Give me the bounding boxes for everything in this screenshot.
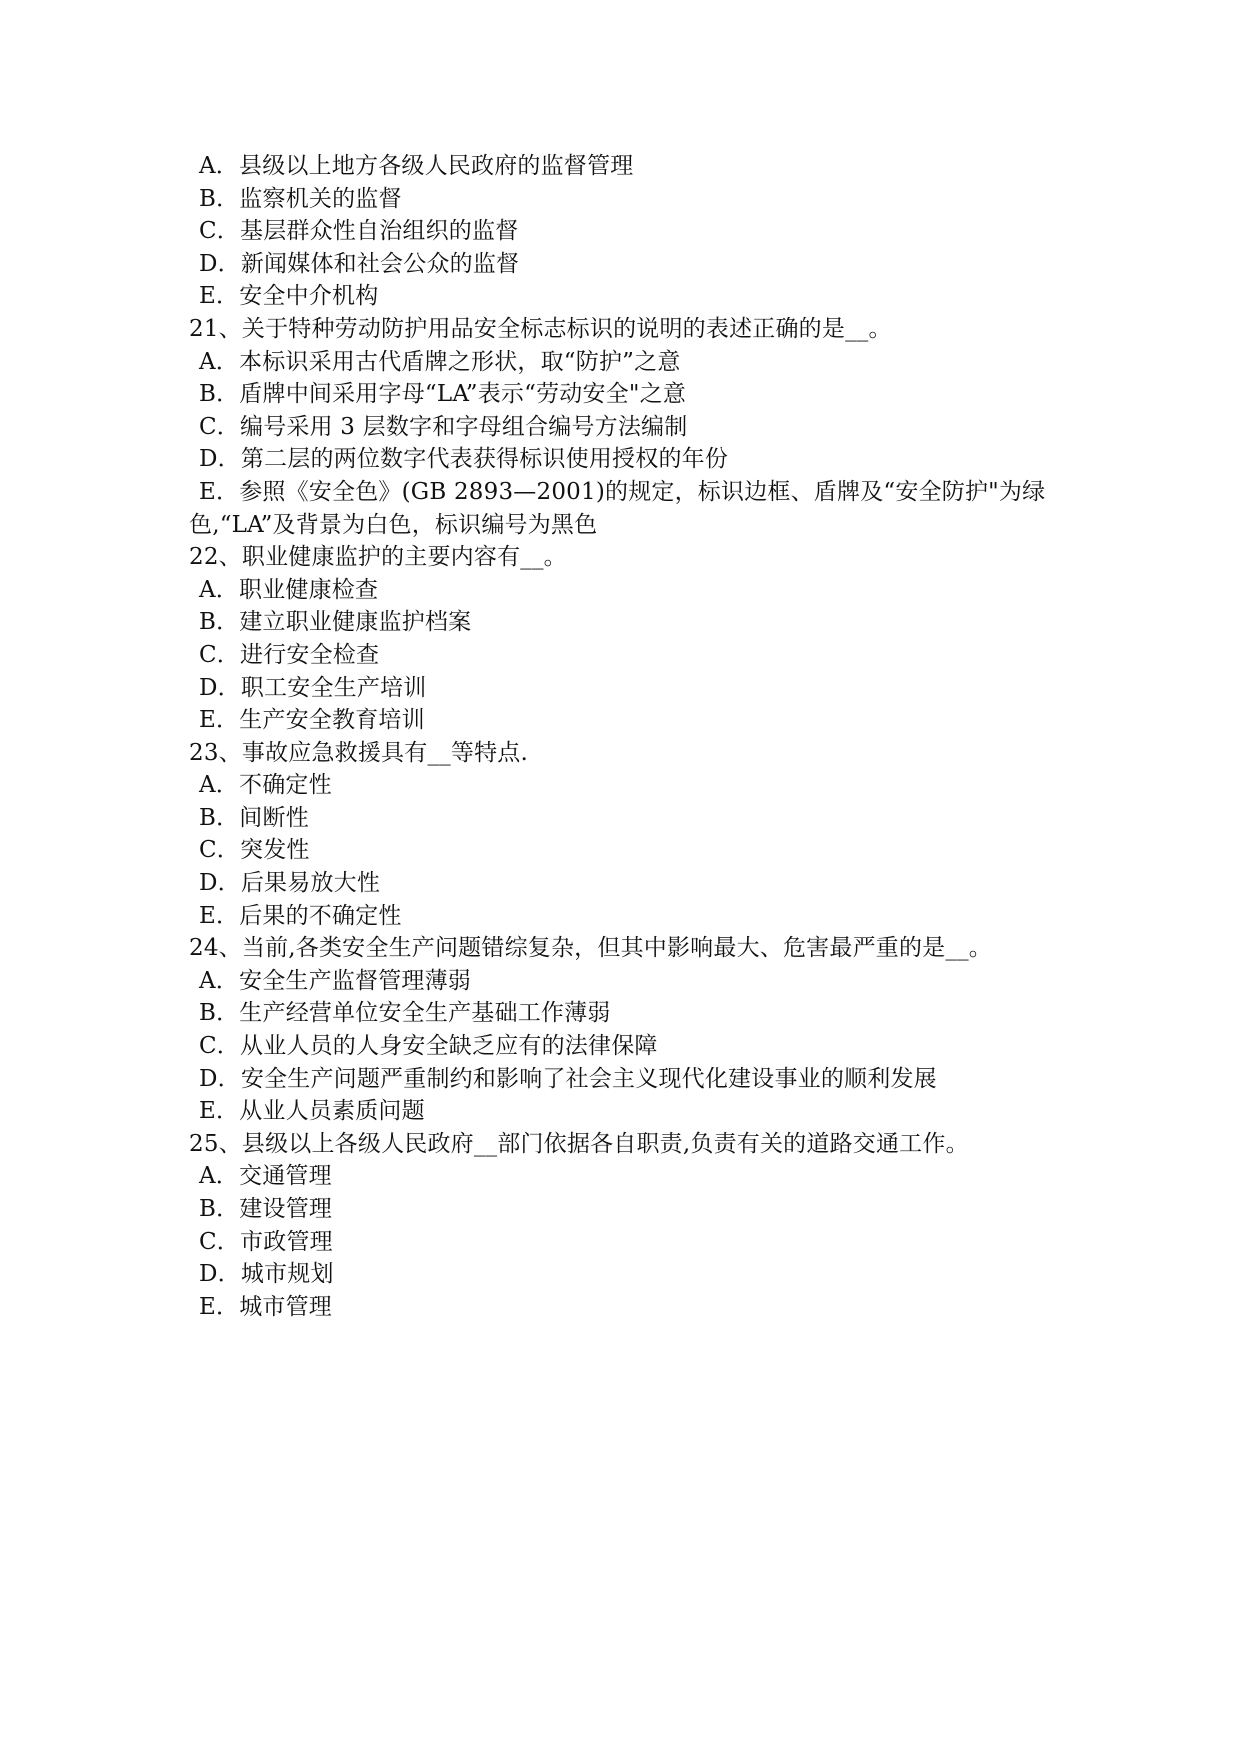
option-e: E．从业人员素质问题 [199, 1098, 425, 1125]
option-a: A．职业健康检查 [199, 576, 379, 603]
question-block-23 [189, 737, 1069, 933]
option-e: E．生产安全教育培训 [199, 707, 425, 734]
option-d: D．后果易放大性 [199, 870, 381, 897]
option-e: E．安全中介机构 [199, 283, 379, 310]
option-d: D．职工安全生产培训 [199, 674, 427, 701]
question-stem: 25、县级以上各级人民政府__部门依据各自职责,负责有关的道路交通工作。 [189, 1130, 969, 1157]
option-c: C．从业人员的人身安全缺乏应有的法律保障 [199, 1033, 658, 1060]
option-a: A．本标识采用古代盾牌之形状，取“防护”之意 [199, 348, 681, 375]
option-e: E．后果的不确定性 [199, 902, 402, 929]
question-block-24 [189, 932, 1069, 1128]
question-block-21 [189, 313, 1069, 541]
option-c: C．突发性 [199, 837, 310, 864]
option-b: B．监察机关的监督 [199, 185, 402, 212]
option-d: D．第二层的两位数字代表获得标识使用授权的年份 [199, 446, 729, 473]
option-a: A．县级以上地方各级人民政府的监督管理 [199, 153, 634, 179]
question-stem: 22、职业健康监护的主要内容有__。 [189, 544, 567, 571]
option-a: A．交通管理 [199, 1163, 332, 1190]
option-a: A．安全生产监督管理薄弱 [199, 967, 472, 994]
option-d: D．安全生产问题严重制约和影响了社会主义现代化建设事业的顺利发展 [199, 1065, 937, 1092]
option-a: A．不确定性 [199, 772, 332, 799]
option-d: D．新闻媒体和社会公众的监督 [199, 250, 520, 277]
option-c: C．编号采用 3 层数字和字母组合编号方法编制 [199, 413, 688, 440]
option-e: E．参照《安全色》(GB 2893—2001)的规定，标识边框、盾牌及“安全防护"为绿色,“LA”及背景为白色，标识编号为黑色 [189, 478, 1046, 538]
question-stem: 24、当前,各类安全生产问题错综复杂，但其中影响最大、危害最严重的是__。 [189, 935, 992, 962]
option-c: C．进行安全检查 [199, 641, 380, 668]
option-b: B．盾牌中间采用字母“LA”表示“劳动安全"之意 [199, 381, 687, 408]
question-stem: 23、事故应急救援具有__等特点. [189, 739, 528, 766]
option-b: B．建设管理 [199, 1196, 333, 1222]
question-stem: 21、关于特种劳动防护用品安全标志标识的说明的表述正确的是__。 [189, 315, 892, 342]
question-block-25 [189, 1128, 1069, 1324]
question-block-20 [189, 150, 1069, 313]
option-b: B．建立职业健康监护档案 [199, 609, 472, 636]
option-c: C．基层群众性自治组织的监督 [199, 218, 519, 245]
option-c: C．市政管理 [199, 1228, 333, 1255]
option-e: E．城市管理 [199, 1293, 332, 1320]
option-d: D．城市规划 [199, 1261, 334, 1288]
option-b: B．生产经营单位安全生产基础工作薄弱 [199, 1000, 611, 1027]
question-list [189, 150, 1069, 1323]
question-block-22 [189, 541, 1069, 737]
option-b: B．间断性 [199, 804, 309, 831]
